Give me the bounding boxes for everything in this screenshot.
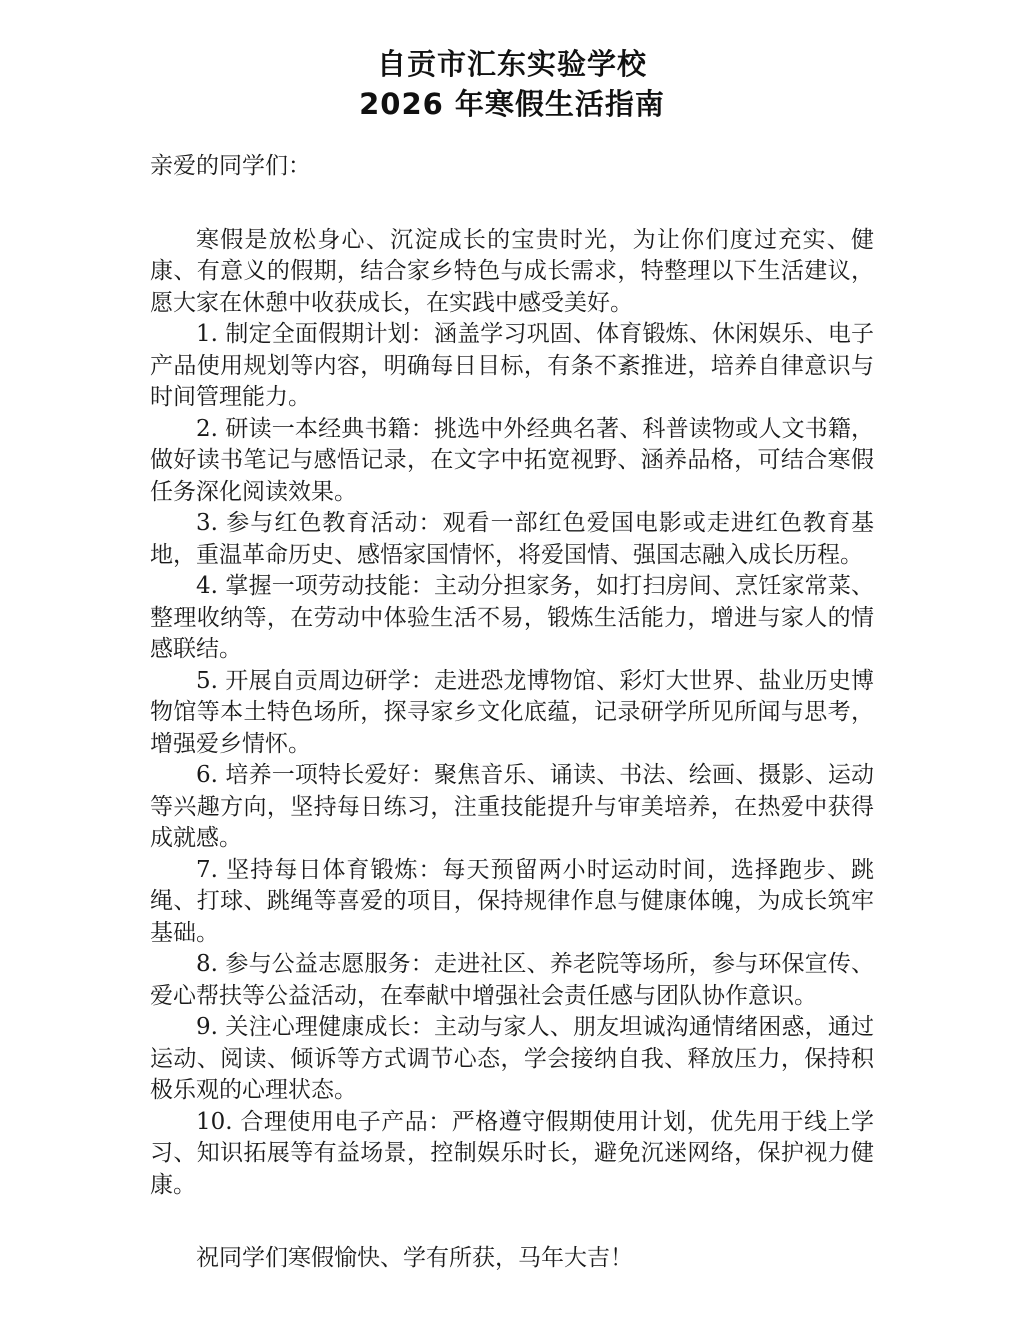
suggestion-item-9: 9. 关注心理健康成长：主动与家人、朋友坦诚沟通情绪困惑，通过运动、阅读、倾诉等方式调节心态，学会接纳自我、释放压力，保持积极乐观的心理状态。 [150,1014,874,1103]
document-title-school: 自贡市汇东实验学校 [376,47,647,81]
suggestion-item-4: 4. 掌握一项劳动技能：主动分担家务，如打扫房间、烹饪家常菜、整理收纳等，在劳动中体验生活不易，锻炼生活能力，增进与家人的情感联结。 [150,573,874,662]
suggestion-item-2: 2. 研读一本经典书籍：挑选中外经典名著、科普读物或人文书籍，做好读书笔记与感悟记录，在文字中拓宽视野、涵养品格，可结合寒假任务深化阅读效果。 [150,415,874,505]
salutation: 亲爱的同学们： [150,153,311,179]
suggestion-item-10: 10. 合理使用电子产品：严格遵守假期使用计划，优先用于线上学习、知识拓展等有益场景，控制娱乐时长，避免沉迷网络，保护视力健康。 [150,1108,874,1198]
suggestion-item-5: 5. 开展自贡周边研学：走进恐龙博物馆、彩灯大世界、盐业历史博物馆等本土特色场所，探寻家乡文化底蕴，记录研学所见所闻与思考，增强爱乡情怀。 [150,667,874,757]
document-title-guide: 2026 年寒假生活指南 [359,87,665,121]
suggestion-item-6: 6. 培养一项特长爱好：聚焦音乐、诵读、书法、绘画、摄影、运动等兴趣方向，坚持每日练习，注重技能提升与审美培养，在热爱中获得成就感。 [150,762,874,851]
closing-wish: 祝同学们寒假愉快、学有所获，马年大吉！ [196,1245,633,1271]
suggestion-list [150,319,874,1201]
suggestion-item-1: 1. 制定全面假期计划：涵盖学习巩固、体育锻炼、休闲娱乐、电子产品使用规划等内容，明确每日目标，有条不紊推进，培养自律意识与时间管理能力。 [150,321,874,410]
suggestion-item-7: 7. 坚持每日体育锻炼：每天预留两小时运动时间，选择跑步、跳绳、打球、跳绳等喜爱的项目，保持规律作息与健康体魄，为成长筑牢基础。 [150,856,874,946]
intro-paragraph: 寒假是放松身心、沉淀成长的宝贵时光，为让你们度过充实、健康、有意义的假期，结合家乡特色与成长需求，特整理以下生活建议，愿大家在休憩中收获成长，在实践中感受美好。 [150,226,874,316]
suggestion-item-8: 8. 参与公益志愿服务：走进社区、养老院等场所，参与环保宣传、爱心帮扶等公益活动，在奉献中增强社会责任感与团队协作意识。 [150,951,874,1009]
suggestion-item-3: 3. 参与红色教育活动：观看一部红色爱国电影或走进红色教育基地，重温革命历史、感悟家国情怀，将爱国情、强国志融入成长历程。 [150,510,874,568]
